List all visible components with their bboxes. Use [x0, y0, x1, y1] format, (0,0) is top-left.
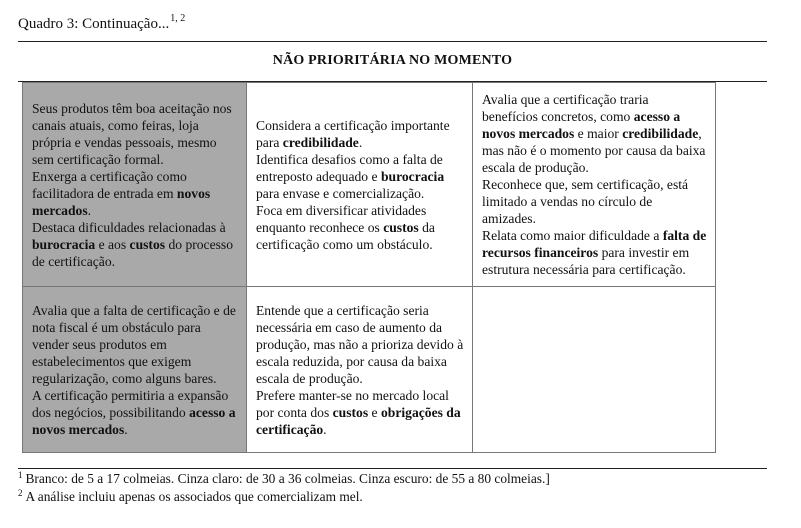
cell-empty — [473, 287, 716, 453]
cell-paragraph: Prefere manter-se no mercado local por conta dos custos e obrigações da certificação. — [256, 387, 461, 437]
cell-paragraph: Avalia que a certificação traria benefícios concretos, como acesso a novos mercados e maior credibilidade, mas não é o momento por causa da baixa escala de produção. — [482, 92, 706, 175]
footnote-2: $^2$ A análise incluiu apenas os associados que comercializam mel. — [18, 488, 363, 504]
cell-paragraph: A certificação permitiria a expansão dos negócios, possibilitando acesso a novos mercados. — [32, 387, 236, 437]
table-bottom-rule — [18, 468, 767, 469]
certification-table — [22, 82, 716, 453]
cell-paragraph: Reconhece que, sem certificação, está limitado a vendas no círculo de amizades. — [482, 177, 689, 226]
cell-paragraph: Destaca dificuldades relacionadas à burocracia e aos custos do processo de certificação. — [32, 219, 234, 269]
cell-paragraph: Seus produtos têm boa aceitação nos canais atuais, como feiras, loja própria e vendas pessoais, mesmo sem certificação formal. — [32, 100, 232, 167]
cell-white-profile — [473, 83, 716, 287]
table-row — [23, 287, 716, 453]
cell-paragraph: Entende que a certificação seria necessária em caso de aumento da produção, mas não a prioriza devido à escala reduzida, por causa da baixa escala de produção. — [256, 302, 464, 386]
cell-paragraph: Relata como maior dificuldade a falta de recursos financeiros para investir em estrutura necessária para certificação. — [482, 228, 707, 277]
cell-dark-profile — [23, 83, 247, 287]
table-row — [23, 83, 716, 287]
cell-paragraph: Considera a certificação importante para credibilidade. — [256, 117, 450, 150]
cell-paragraph: Avalia que a falta de certificação e de nota fiscal é um obstáculo para vender seus produtos em estabelecimentos que exigem regularização, como alguns bares. — [32, 302, 236, 386]
cell-paragraph: Foca em diversificar atividades enquanto reconhece os custos da certificação como um obstáculo. — [256, 202, 435, 252]
cell-dark-profile — [23, 287, 247, 453]
cell-paragraph: Identifica desafios como a falta de entreposto adequado e burocracia para envase e comercialização. — [256, 151, 445, 201]
section-title: NÃO PRIORITÁRIA NO MOMENTO — [272, 53, 513, 68]
caption-text: Quadro 3: Continuação... — [18, 16, 170, 32]
caption-superscript: 1, 2 — [170, 13, 186, 24]
footnote-1: $^1$ Branco: de 5 a 17 colmeias. Cinza claro: de 30 a 36 colmeias. Cinza escuro: de 55 a 80 colmeias.] — [18, 470, 550, 486]
cell-paragraph: Enxerga a certificação como facilitadora de entrada em novos mercados. — [32, 168, 211, 218]
cell-light-profile — [247, 83, 473, 287]
cell-light-profile — [247, 287, 473, 453]
table-top-rule — [18, 41, 767, 42]
table-caption — [18, 13, 185, 33]
